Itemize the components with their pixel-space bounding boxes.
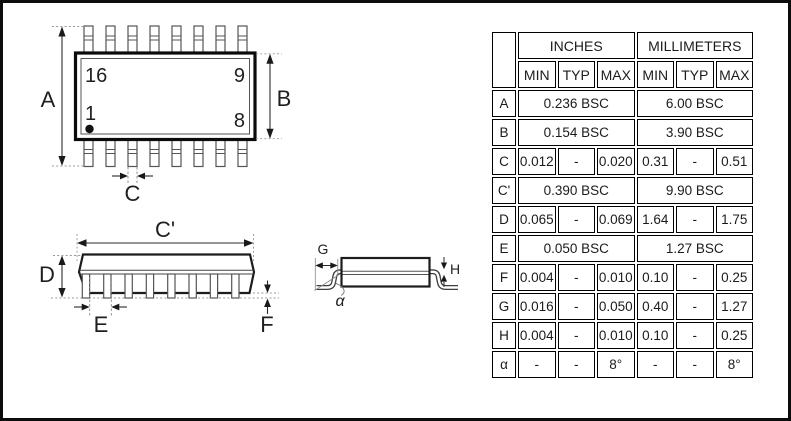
value-cell: 0.25: [716, 264, 754, 291]
value-cell: 0.25: [716, 322, 754, 349]
value-cell: -: [637, 351, 675, 378]
dimension-f: [253, 281, 279, 315]
value-cell: -: [558, 351, 596, 378]
table-header-units: [492, 32, 753, 59]
value-cell: -: [676, 293, 714, 320]
value-cell: -: [558, 293, 596, 320]
value-cell: -: [518, 351, 556, 378]
pin-16-label: 16: [85, 65, 108, 87]
value-cell: -: [676, 322, 714, 349]
table-row-C: [492, 148, 753, 175]
value-cell: 1.75: [716, 206, 754, 233]
dim-label-a: A: [40, 87, 56, 112]
row-label: C': [492, 177, 516, 204]
value-cell: 0.10: [637, 322, 675, 349]
row-label: A: [492, 90, 516, 117]
value-cell: -: [558, 148, 596, 175]
millimeters-header: MILLIMETERS: [637, 32, 754, 59]
dim-label-h: H: [450, 261, 461, 277]
value-cell: 0.065: [518, 206, 556, 233]
value-cell: 0.004: [518, 322, 556, 349]
top-view: [41, 26, 292, 206]
pin-1-label: 1: [85, 103, 97, 125]
package-drawings: [3, 3, 483, 421]
value-cell: 0.010: [597, 322, 635, 349]
value-cell: -: [558, 264, 596, 291]
dim-label-e: E: [93, 312, 109, 337]
table-corner-cell: [492, 32, 516, 88]
mm-min-header: MIN: [637, 61, 675, 88]
value-cell: 0.016: [518, 293, 556, 320]
in-typ-header: TYP: [558, 61, 596, 88]
dimension-table: [490, 30, 755, 380]
table-row-G: [492, 293, 753, 320]
mm-max-header: MAX: [716, 61, 754, 88]
table-row-alpha: [492, 351, 753, 378]
pin-8-label: 8: [233, 110, 245, 132]
value-cell: 0.012: [518, 148, 556, 175]
pin-1-dot: [85, 125, 93, 133]
row-label: H: [492, 322, 516, 349]
mm-value: 3.90 BSC: [637, 119, 754, 146]
table-row-C-prime: [492, 177, 753, 204]
inches-value: 0.390 BSC: [518, 177, 635, 204]
table-row-F: [492, 264, 753, 291]
value-cell: -: [558, 322, 596, 349]
value-cell: 0.31: [637, 148, 675, 175]
table-row-A: [492, 90, 753, 117]
value-cell: 8°: [716, 351, 754, 378]
row-label: B: [492, 119, 516, 146]
row-label: α: [492, 351, 516, 378]
dimension-d: [53, 256, 81, 298]
value-cell: -: [676, 148, 714, 175]
value-cell: 0.40: [637, 293, 675, 320]
dim-label-b: B: [276, 86, 292, 111]
inches-header: INCHES: [518, 32, 635, 59]
value-cell: 0.020: [597, 148, 635, 175]
end-view: [315, 241, 461, 310]
mm-value: 9.90 BSC: [637, 177, 754, 204]
value-cell: 1.64: [637, 206, 675, 233]
table-row-B: [492, 119, 753, 146]
row-label: G: [492, 293, 516, 320]
in-min-header: MIN: [518, 61, 556, 88]
dim-label-alpha: α: [335, 293, 345, 310]
end-body-outline: [342, 258, 430, 287]
side-view: [39, 217, 279, 337]
dim-label-f: F: [260, 312, 274, 337]
table-row-D: [492, 206, 753, 233]
value-cell: 0.050: [597, 293, 635, 320]
row-label: F: [492, 264, 516, 291]
in-max-header: MAX: [597, 61, 635, 88]
value-cell: -: [558, 206, 596, 233]
mm-value: 1.27 BSC: [637, 235, 754, 262]
row-label: C: [492, 148, 516, 175]
table-row-E: [492, 235, 753, 262]
row-label: E: [492, 235, 516, 262]
dim-label-d: D: [39, 262, 55, 287]
value-cell: -: [676, 206, 714, 233]
table-header-minmax: [492, 61, 753, 88]
value-cell: 0.069: [597, 206, 635, 233]
inches-value: 0.154 BSC: [518, 119, 635, 146]
table-row-H: [492, 322, 753, 349]
value-cell: 8°: [597, 351, 635, 378]
value-cell: 0.010: [597, 264, 635, 291]
mm-value: 6.00 BSC: [637, 90, 754, 117]
value-cell: 1.27: [716, 293, 754, 320]
dim-label-c-prime: C': [154, 217, 176, 242]
pin-9-label: 9: [233, 65, 245, 87]
inches-value: 0.236 BSC: [518, 90, 635, 117]
inches-value: 0.050 BSC: [518, 235, 635, 262]
mm-typ-header: TYP: [676, 61, 714, 88]
row-label: D: [492, 206, 516, 233]
dim-label-g: G: [317, 241, 329, 257]
value-cell: 0.10: [637, 264, 675, 291]
value-cell: -: [676, 351, 714, 378]
value-cell: 0.51: [716, 148, 754, 175]
dim-label-c: C: [124, 181, 141, 206]
value-cell: -: [676, 264, 714, 291]
value-cell: 0.004: [518, 264, 556, 291]
